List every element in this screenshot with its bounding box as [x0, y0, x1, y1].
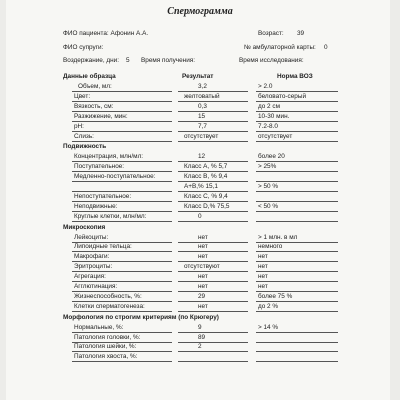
column-norm: Норма ВОЗ — [277, 73, 313, 80]
field-label: Нормальные, %: — [74, 323, 124, 331]
field-result: 0 — [198, 212, 202, 220]
label-underline — [72, 111, 172, 112]
field-label: Агрегация: — [74, 273, 106, 281]
field-label: Патология шейки, %: — [74, 343, 137, 351]
field-label: Непоступательное: — [74, 192, 132, 200]
norm-underline — [256, 301, 338, 302]
field-label: Клетки сперматогенеза: — [74, 302, 145, 310]
result-underline — [178, 332, 248, 333]
label-underline — [72, 221, 172, 222]
field-norm: > 50 % — [258, 183, 279, 190]
field-label: Агглютинация: — [74, 283, 118, 290]
field-label: Макрофаги: — [74, 253, 110, 261]
field-result: Класс С, % 9,4 — [184, 192, 228, 200]
field-label: Круглые клетки, млн/мл: — [74, 212, 147, 220]
label-underline — [72, 121, 172, 122]
field-norm: беловато-серый — [258, 92, 307, 100]
field-norm: нет — [258, 253, 268, 261]
field-norm: > 25% — [258, 163, 277, 171]
norm-underline — [256, 111, 338, 112]
field-label: Эритроциты: — [74, 263, 113, 271]
field-label: Жизнеспособность, %: — [74, 292, 142, 300]
field-result: 89 — [198, 333, 206, 341]
result-underline — [178, 191, 248, 192]
field-label: Медленно-поступательное: — [74, 173, 156, 181]
result-underline — [178, 211, 248, 212]
field-label: Вязкость, см: — [74, 102, 114, 110]
received-time-label: Время получения: — [141, 57, 196, 64]
patient-name: ФИО пациента: Афонин А.А. — [63, 30, 149, 37]
field-result: отсутствует — [184, 132, 219, 140]
label-underline — [72, 242, 172, 243]
field-norm: до 2 см — [258, 102, 280, 110]
label-underline — [72, 101, 172, 102]
field-label: Слизь: — [74, 132, 94, 140]
field-result: Класс В, % 9,4 — [184, 173, 228, 181]
card-value: 0 — [324, 44, 328, 51]
study-time-label: Время исследования: — [239, 57, 304, 64]
norm-underline — [256, 101, 338, 102]
field-norm: > 2.0 — [258, 83, 273, 90]
field-norm: более 20 — [258, 153, 285, 161]
norm-underline — [256, 171, 338, 172]
norm-underline — [256, 221, 338, 222]
result-underline — [178, 141, 248, 142]
norm-underline — [256, 191, 338, 192]
label-underline — [72, 251, 172, 252]
field-norm: 7.2-8.0 — [258, 122, 278, 130]
label-underline — [72, 131, 172, 132]
field-result: 7,7 — [198, 122, 207, 130]
field-label: Цвет: — [74, 92, 91, 100]
label-underline — [72, 191, 172, 192]
field-result: нет — [198, 233, 208, 241]
norm-underline — [256, 351, 338, 352]
field-result: 3,2 — [198, 83, 207, 90]
field-result: 12 — [198, 153, 206, 161]
result-underline — [178, 161, 248, 162]
norm-underline — [256, 131, 338, 132]
result-underline — [178, 171, 248, 172]
result-underline — [178, 351, 248, 352]
norm-underline — [256, 271, 338, 272]
field-result: нет — [198, 253, 208, 261]
norm-underline — [256, 311, 338, 312]
result-underline — [178, 261, 248, 262]
field-result: желтоватый — [184, 92, 220, 100]
section-heading: Подвижность — [63, 143, 107, 151]
label-underline — [72, 271, 172, 272]
result-underline — [178, 281, 248, 282]
field-norm: до 2 % — [258, 302, 279, 310]
field-result: А+В,% 15,1 — [184, 183, 218, 190]
norm-underline — [256, 342, 338, 343]
label-underline — [72, 361, 172, 362]
norm-underline — [256, 161, 338, 162]
field-result: 2 — [198, 343, 202, 351]
field-label: pH: — [74, 122, 84, 130]
field-label: Липоидные тельца: — [74, 243, 132, 251]
label-underline — [72, 141, 172, 142]
field-norm: < 50 % — [258, 202, 279, 210]
norm-underline — [256, 281, 338, 282]
label-underline — [72, 291, 172, 292]
abstinence-value: 5 — [126, 57, 130, 64]
abstinence-label: Воздержание, дни: — [63, 57, 120, 64]
norm-underline — [256, 332, 338, 333]
label-underline — [72, 91, 172, 92]
label-underline — [72, 311, 172, 312]
result-underline — [178, 101, 248, 102]
field-label: Концентрация, млн/мл: — [74, 153, 144, 161]
label-underline — [72, 261, 172, 262]
norm-underline — [256, 91, 338, 92]
result-underline — [178, 121, 248, 122]
field-label: Объем, мл: — [78, 83, 112, 90]
field-norm: немного — [258, 243, 283, 251]
field-result: нет — [198, 243, 208, 251]
field-norm: > 1 млн. в мл — [258, 233, 298, 241]
result-underline — [178, 111, 248, 112]
norm-underline — [256, 242, 338, 243]
field-norm: нет — [258, 283, 268, 290]
section-heading: Микроскопия — [63, 223, 106, 231]
label-underline — [72, 201, 172, 202]
label-underline — [72, 211, 172, 212]
norm-underline — [256, 201, 338, 202]
column-result: Результат — [182, 73, 214, 80]
label-underline — [72, 332, 172, 333]
norm-underline — [256, 121, 338, 122]
field-result: нет — [198, 302, 208, 310]
field-norm: нет — [258, 263, 268, 271]
label-underline — [72, 301, 172, 302]
field-label: Разжижение, мин: — [74, 112, 128, 120]
result-underline — [178, 251, 248, 252]
field-result: отсутствуют — [184, 263, 220, 271]
result-underline — [178, 271, 248, 272]
field-norm: 10-30 мин. — [258, 112, 290, 120]
field-label: Лейкоциты: — [74, 233, 109, 241]
field-label: Патология хвоста, %: — [74, 353, 138, 361]
field-result: 15 — [198, 112, 206, 120]
field-result: 29 — [198, 292, 206, 300]
field-norm: более 75 % — [258, 292, 293, 300]
field-norm: > 14 % — [258, 323, 279, 331]
result-underline — [178, 181, 248, 182]
label-underline — [72, 351, 172, 352]
age-label: Возраст: — [258, 30, 284, 37]
label-underline — [72, 281, 172, 282]
result-underline — [178, 291, 248, 292]
result-underline — [178, 311, 248, 312]
field-result: нет — [198, 283, 208, 290]
spouse-label: ФИО супруги: — [63, 44, 104, 51]
field-label: Патология головки, %: — [74, 333, 141, 341]
norm-underline — [256, 141, 338, 142]
field-label: Неподвижные: — [74, 202, 118, 210]
norm-underline — [256, 211, 338, 212]
result-underline — [178, 91, 248, 92]
result-underline — [178, 301, 248, 302]
result-underline — [178, 201, 248, 202]
card-label: № амбулаторной карты: — [244, 44, 316, 51]
field-result: Класс А, % 5,7 — [184, 163, 228, 171]
field-label: Поступательное: — [74, 163, 125, 171]
field-result: нет — [198, 273, 208, 281]
norm-underline — [256, 291, 338, 292]
norm-underline — [256, 361, 338, 362]
result-underline — [178, 342, 248, 343]
label-underline — [72, 171, 172, 172]
section-heading: Морфология по строгим критериям (по Крюгеру) — [63, 313, 219, 321]
norm-underline — [256, 251, 338, 252]
result-underline — [178, 361, 248, 362]
result-underline — [178, 221, 248, 222]
column-sample: Данные образца — [63, 73, 116, 80]
norm-underline — [256, 181, 338, 182]
label-underline — [72, 161, 172, 162]
result-underline — [178, 242, 248, 243]
field-norm: отсутствует — [258, 132, 293, 140]
age-value: 39 — [297, 30, 305, 37]
result-underline — [178, 131, 248, 132]
norm-underline — [256, 261, 338, 262]
field-result: 0,3 — [198, 102, 207, 110]
field-result: Класс D,% 75,5 — [184, 202, 230, 210]
field-result: 9 — [198, 323, 202, 331]
document-title: Спермограмма — [167, 6, 233, 17]
label-underline — [72, 181, 172, 182]
field-norm: нет — [258, 273, 268, 281]
